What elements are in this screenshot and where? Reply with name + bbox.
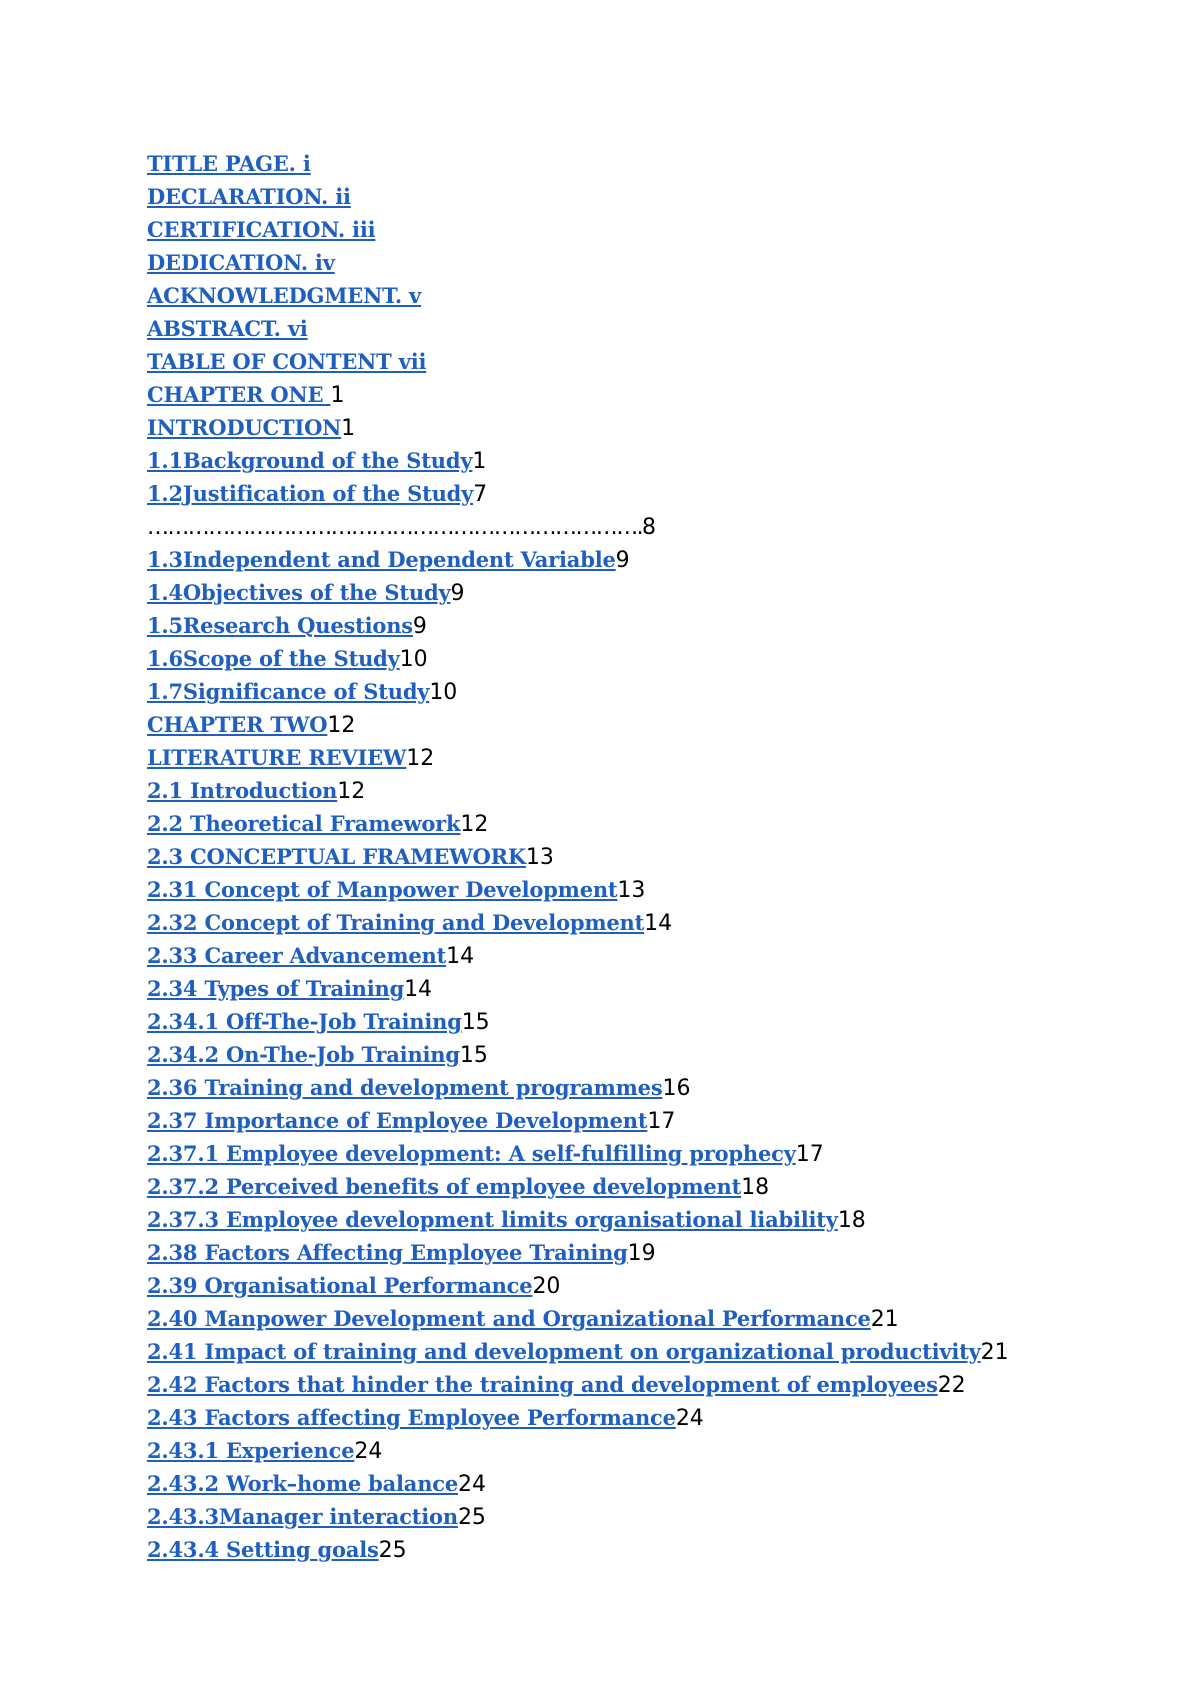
toc-entry [147,642,1147,675]
toc-entry [147,1302,1147,1335]
toc-entry [147,741,1147,774]
toc-entry-link[interactable]: 2.37.2 Perceived benefits of employee development [147,1174,742,1199]
toc-entry [147,1434,1147,1467]
toc-page-number: 19 [627,1241,656,1266]
toc-entry [147,312,1147,345]
toc-entry-link[interactable]: 2.33 Career Advancement [147,943,447,968]
toc-entry [147,1104,1147,1137]
toc-entry-link[interactable]: DEDICATION. iv [147,250,335,275]
toc-entry [147,1500,1147,1533]
toc-entry-link[interactable]: 2.41 Impact of training and development on organizational productivity [147,1339,981,1364]
toc-entry [147,807,1147,840]
toc-entry-link[interactable]: 1.5Research Questions [147,613,413,638]
toc-entry-link[interactable]: DECLARATION. ii [147,184,351,209]
toc-entry-link[interactable]: 2.43.3Manager interaction [147,1504,458,1529]
toc-page-number: 15 [459,1043,488,1068]
toc-entry [147,675,1147,708]
toc-entry-link[interactable]: 2.2 Theoretical Framework [147,811,461,836]
toc-entry [147,1170,1147,1203]
toc-page-number: 18 [741,1175,770,1200]
toc-entry [147,1137,1147,1170]
toc-page-number: 24 [458,1472,487,1497]
toc-entry [147,444,1147,477]
toc-entry [147,1005,1147,1038]
toc-page-number: 12 [327,713,356,738]
toc-entry [147,477,1147,510]
toc-entry-link[interactable]: 1.6Scope of the Study [147,646,400,671]
toc-entry [147,1467,1147,1500]
toc-page-number: 16 [662,1076,691,1101]
toc-entry-link[interactable]: 2.34 Types of Training [147,976,405,1001]
toc-entry-link[interactable]: 2.43.2 Work–home balance [147,1471,459,1496]
toc-entry [147,1401,1147,1434]
toc-entry [147,378,1147,411]
toc-entry [147,939,1147,972]
toc-page-number: 17 [795,1142,824,1167]
toc-entry-link[interactable]: ACKNOWLEDGMENT. v [147,283,422,308]
toc-entry [147,246,1147,279]
toc-entry-link[interactable]: 1.7Significance of Study [147,679,430,704]
toc-page-number: 15 [461,1010,490,1035]
toc-entry-link[interactable]: 2.34.1 Off-The-Job Training [147,1009,462,1034]
toc-page-number: 14 [404,977,433,1002]
toc-entry [147,1236,1147,1269]
toc-entry [147,510,1147,543]
table-of-contents [147,147,1147,1566]
toc-entry-link[interactable]: ABSTRACT. vi [147,316,308,341]
toc-entry-link[interactable]: CERTIFICATION. iii [147,217,376,242]
toc-entry-link[interactable]: INTRODUCTION [147,415,342,440]
toc-entry [147,345,1147,378]
toc-entry [147,1203,1147,1236]
toc-entry [147,1071,1147,1104]
toc-page-number: 12 [460,812,489,837]
toc-entry [147,576,1147,609]
toc-entry [147,411,1147,444]
toc-page-number: 21 [870,1307,899,1332]
toc-entry-link[interactable]: 2.43 Factors affecting Employee Performance [147,1405,676,1430]
toc-entry [147,1038,1147,1071]
toc-entry-link[interactable]: 2.32 Concept of Training and Development [147,910,645,935]
toc-entry-link[interactable]: TITLE PAGE. i [147,151,311,176]
toc-page-number: 14 [644,911,673,936]
toc-entry-link[interactable]: 2.39 Organisational Performance [147,1273,533,1298]
toc-entry [147,906,1147,939]
toc-page-number: 9 [615,548,630,573]
toc-page-number: 17 [647,1109,676,1134]
toc-entry-link[interactable]: LITERATURE REVIEW [147,745,407,770]
toc-entry-link[interactable]: 2.40 Manpower Development and Organizational Performance [147,1306,871,1331]
toc-page-number: 24 [354,1439,383,1464]
toc-page-number: 13 [617,878,646,903]
toc-dot-leader: ……………………………………………………………….8 [147,515,655,540]
toc-entry-link[interactable]: 2.3 CONCEPTUAL FRAMEWORK [147,844,526,869]
toc-entry-link[interactable]: CHAPTER ONE [147,382,331,407]
toc-entry-link[interactable]: 2.43.1 Experience [147,1438,355,1463]
toc-page-number: 20 [532,1274,561,1299]
toc-page-number: 24 [675,1406,704,1431]
toc-page-number: 18 [837,1208,866,1233]
toc-entry-link[interactable]: TABLE OF CONTENT vii [147,349,427,374]
toc-entry [147,213,1147,246]
toc-page-number: 10 [429,680,458,705]
toc-entry [147,840,1147,873]
toc-entry-link[interactable]: 2.31 Concept of Manpower Development [147,877,618,902]
toc-entry-link[interactable]: CHAPTER TWO [147,712,328,737]
toc-entry [147,543,1147,576]
toc-page-number: 7 [473,482,488,507]
toc-entry [147,147,1147,180]
toc-entry [147,1269,1147,1302]
toc-entry-link[interactable]: 1.3Independent and Dependent Variable [147,547,616,572]
toc-page-number: 25 [457,1505,486,1530]
toc-page-number: 12 [337,779,366,804]
toc-entry-link[interactable]: 2.43.4 Setting goals [147,1537,379,1562]
toc-entry [147,972,1147,1005]
toc-page-number: 9 [412,614,427,639]
toc-entry-link[interactable]: 2.1 Introduction [147,778,338,803]
toc-page-number: 21 [980,1340,1009,1365]
toc-entry-link[interactable]: 2.36 Training and development programmes [147,1075,663,1100]
toc-page-number: 1 [330,383,345,408]
toc-entry-link[interactable]: 1.2Justification of the Study [147,481,474,506]
toc-entry [147,609,1147,642]
toc-entry [147,1368,1147,1401]
toc-entry-link[interactable]: 2.38 Factors Affecting Employee Training [147,1240,628,1265]
toc-page-number: 25 [378,1538,407,1563]
toc-entry [147,708,1147,741]
toc-page-number: 1 [341,416,356,441]
toc-entry [147,774,1147,807]
toc-page-number: 13 [525,845,554,870]
toc-page-number: 10 [399,647,428,672]
toc-entry-link[interactable]: 2.42 Factors that hinder the training and development of employees [147,1372,938,1397]
toc-entry-link[interactable]: 1.1Background of the Study [147,448,473,473]
toc-entry-link[interactable]: 2.34.2 On-The-Job Training [147,1042,460,1067]
toc-entry [147,180,1147,213]
toc-entry-link[interactable]: 2.37.3 Employee development limits organisational liability [147,1207,838,1232]
toc-entry-link[interactable]: 1.4Objectives of the Study [147,580,451,605]
toc-entry-link[interactable]: 2.37 Importance of Employee Development [147,1108,648,1133]
toc-page-number: 14 [446,944,475,969]
toc-entry [147,1533,1147,1566]
toc-entry [147,279,1147,312]
toc-entry [147,873,1147,906]
toc-page-number: 12 [406,746,435,771]
toc-page-number: 9 [450,581,465,606]
toc-entry [147,1335,1147,1368]
toc-page-number: 1 [472,449,487,474]
toc-page-number: 22 [937,1373,966,1398]
toc-entry-link[interactable]: 2.37.1 Employee development: A self-fulfilling prophecy [147,1141,796,1166]
